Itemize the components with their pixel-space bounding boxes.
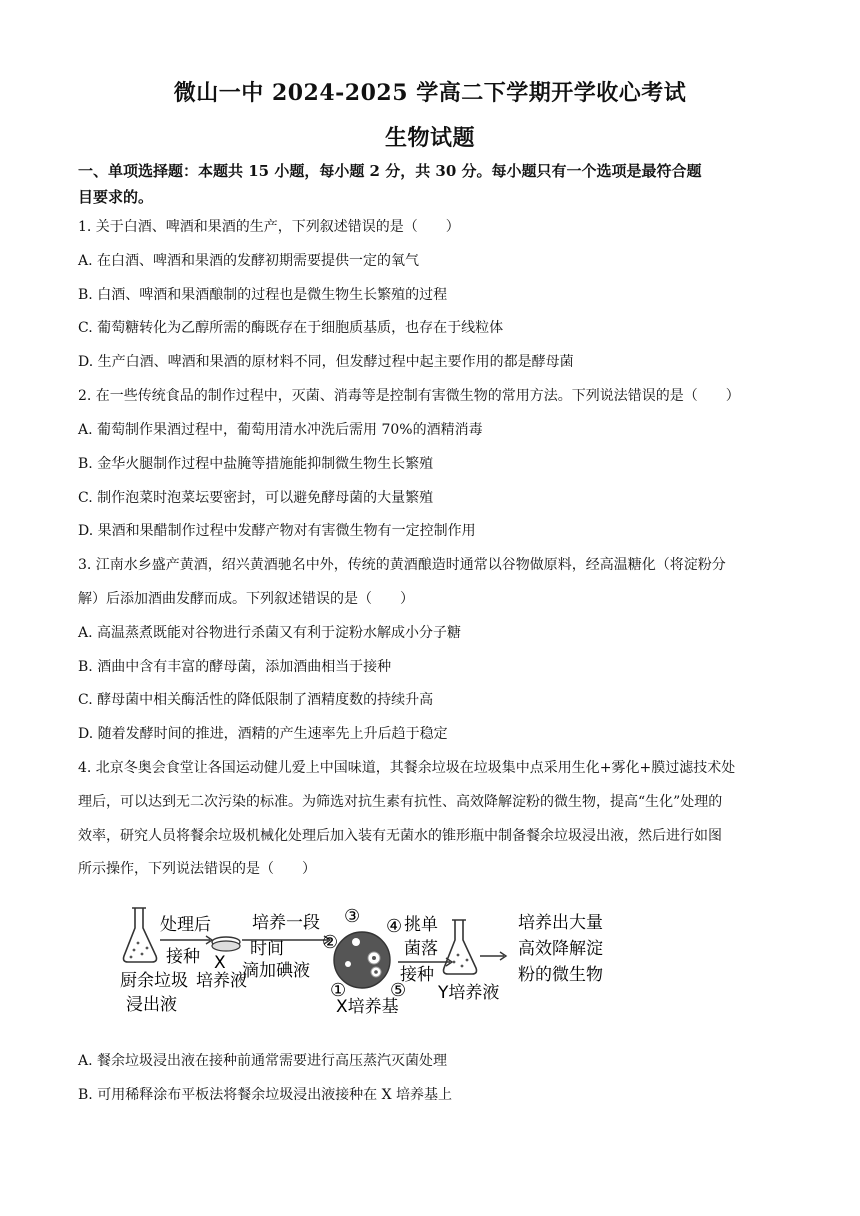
- fig-label-result-line2: 高效降解淀: [518, 939, 603, 959]
- q1-option-a: A. 在白酒、啤酒和果酒的发酵初期需要提供一定的氧气: [78, 253, 420, 269]
- fig-label-pick-line2: 菌落: [404, 939, 438, 959]
- q2-option-d: D. 果酒和果醋制作过程中发酵产物对有害微生物有一定控制作用: [78, 523, 476, 539]
- q1-option-d: D. 生产白酒、啤酒和果酒的原材料不同，但发酵过程中起主要作用的都是酵母菌: [78, 354, 574, 370]
- section-heading-line1: 一、单项选择题：本题共 15 小题，每小题 2 分，共 30 分。每小题只有一个选项是最符合题: [78, 162, 702, 180]
- section-heading-line2: 目要求的。: [78, 188, 154, 206]
- petri-dish-icon: [212, 937, 240, 951]
- fig-label-waste-line2: 浸出液: [126, 995, 177, 1015]
- fig-label-culture-line2: 时间: [250, 939, 284, 959]
- q3-option-d: D. 随着发酵时间的推进，酒精的产生速率先上升后趋于稳定: [78, 726, 448, 742]
- q3-option-a: A. 高温蒸煮既能对谷物进行杀菌又有利于淀粉水解成小分子糖: [78, 625, 462, 641]
- q1-option-b: B. 白酒、啤酒和果酒酿制的过程也是微生物生长繁殖的过程: [78, 287, 448, 303]
- q2-option-b: B. 金华火腿制作过程中盐腌等措施能抑制微生物生长繁殖: [78, 456, 434, 472]
- fig-label-x: X: [214, 953, 226, 973]
- q3-stem-line2: 解）后添加酒曲发酵而成。下列叙述错误的是（ ）: [78, 591, 414, 607]
- q4-stem-line4: 所示操作，下列说法错误的是（ ）: [78, 861, 316, 877]
- fig-label-x-medium: 培养液: [196, 971, 247, 991]
- q3-stem-line1: 3. 江南水乡盛产黄酒，绍兴黄酒驰名中外，传统的黄酒酿造时通常以谷物做原料，经高温糖化（将淀粉分: [78, 557, 726, 573]
- screening-process-figure: [120, 900, 640, 1040]
- fig-label-waste-line1: 厨余垃圾: [120, 971, 188, 991]
- fig-label-inoculate: 接种: [166, 947, 200, 967]
- q2-option-a: A. 葡萄制作果酒过程中，葡萄用清水冲洗后需用 70%的酒精消毒: [78, 422, 483, 438]
- fig-label-n2: ②: [322, 932, 339, 953]
- q2-option-c: C. 制作泡菜时泡菜坛要密封，可以避免酵母菌的大量繁殖: [78, 490, 434, 506]
- fig-label-n5: ⑤: [390, 980, 407, 1001]
- page-subtitle: 生物试题: [384, 125, 475, 151]
- fig-label-y: Y培养液: [438, 983, 500, 1003]
- q2-stem: 2. 在一些传统食品的制作过程中，灭菌、消毒等是控制有害微生物的常用方法。下列说法错误的是（ ）: [78, 388, 740, 404]
- fig-label-inoculate2: 接种: [400, 965, 434, 985]
- flask-icon: [444, 920, 477, 974]
- q3-option-b: B. 酒曲中含有丰富的酵母菌，添加酒曲相当于接种: [78, 659, 392, 675]
- fig-label-result-line3: 粉的微生物: [518, 965, 603, 985]
- q4-option-b: B. 可用稀释涂布平板法将餐余垃圾浸出液接种在 X 培养基上: [78, 1087, 453, 1103]
- q1-stem: 1. 关于白酒、啤酒和果酒的生产，下列叙述错误的是（ ）: [78, 219, 460, 235]
- fig-label-iodine: 滴加碘液: [242, 961, 310, 981]
- q4-stem-line2: 理后，可以达到无二次污染的标准。为筛选对抗生素有抗性、高效降解淀粉的微生物，提高“生化”处理的: [78, 794, 723, 810]
- fig-label-n4: ④: [386, 916, 403, 937]
- flask-icon: [124, 908, 157, 962]
- fig-label-n3: ③: [344, 906, 361, 927]
- fig-label-process: 处理后: [160, 915, 211, 935]
- q4-option-a: A. 餐余垃圾浸出液在接种前通常需要进行高压蒸汽灭菌处理: [78, 1053, 448, 1069]
- q4-stem-line3: 效率，研究人员将餐余垃圾机械化处理后加入装有无菌水的锥形瓶中制备餐余垃圾浸出液，然后进行如图: [78, 828, 722, 844]
- q4-stem-line1: 4. 北京冬奥会食堂让各国运动健儿爱上中国味道，其餐余垃圾在垃圾集中点采用生化+雾化+膜过滤技术处: [78, 760, 736, 776]
- q1-option-c: C. 葡萄糖转化为乙醇所需的酶既存在于细胞质基质，也存在于线粒体: [78, 320, 504, 336]
- fig-label-result-line1: 培养出大量: [518, 913, 603, 933]
- fig-label-plate: X培养基: [336, 997, 399, 1017]
- fig-label-n1: ①: [330, 980, 347, 1001]
- fig-label-culture-line1: 培养一段: [252, 913, 320, 933]
- fig-label-pick-line1: 挑单: [404, 915, 438, 935]
- q3-option-c: C. 酵母菌中相关酶活性的降低限制了酒精度数的持续升高: [78, 692, 434, 708]
- page-title: 微山一中 2024-2025 学高二下学期开学收心考试: [173, 80, 687, 106]
